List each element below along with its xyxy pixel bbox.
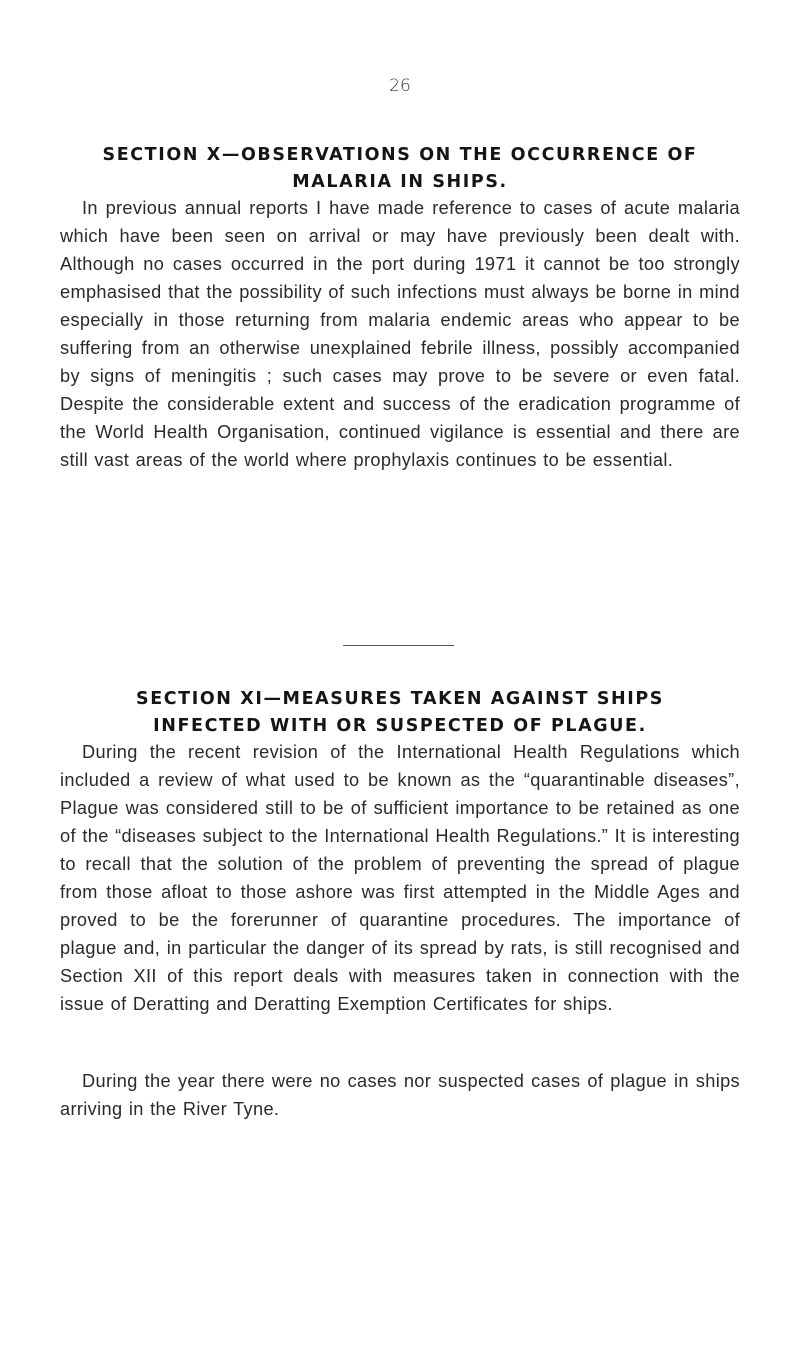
section-xi-heading-line-2: INFECTED WITH OR SUSPECTED OF PLAGUE.: [153, 716, 647, 736]
section-xi-heading: [40, 686, 760, 740]
section-x-heading: [40, 142, 760, 196]
section-x-paragraph-1: In previous annual reports I have made reference to cases of acute malaria which have been seen on arrival or may have previously been dealt with. Although no cases occurred in the port during 1971 it cannot be too strongly emphasised that the possibility of such infections must always be borne in mind especially in those returning from malaria endemic areas who appear to be suffering from an otherwise unexplained febrile illness, possibly accompanied by signs of meningitis ; such cases may prove to be severe or even fatal. Despite the considerable extent and success of the eradication programme of the World Health Organisation, continued vigilance is essential and there are still vast areas of the world where prophylaxis continues to be essential.: [60, 198, 740, 470]
section-x-heading-line-2: MALARIA IN SHIPS.: [292, 172, 508, 192]
section-divider: [343, 645, 454, 646]
section-xi-heading-line-1: SECTION XI—MEASURES TAKEN AGAINST SHIPS: [135, 689, 665, 709]
page-number: 26: [389, 76, 411, 96]
section-x-heading-line-1: SECTION X—OBSERVATIONS ON THE OCCURRENCE OF: [102, 145, 698, 165]
section-xi-paragraph-1: During the recent revision of the International Health Regulations which included a review of what used to be known as the “quarantinable diseases”, Plague was considered still to be of sufficient importance to be retained as one of the “diseases subject to the International Health Regulations.” It is interesting to recall that the solution of the problem of preventing the spread of plague from those afloat to those ashore was first attempted in the Middle Ages and proved to be the forerunner of quarantine procedures. The importance of plague and, in particular the danger of its spread by rats, is still recognised and Section XII of this report deals with measures taken in connection with the issue of Deratting and Deratting Exemption Certificates for ships.: [60, 742, 740, 1014]
section-xi-paragraph-2: During the year there were no cases nor suspected cases of plague in ships arriving in the River Tyne.: [60, 1071, 740, 1119]
